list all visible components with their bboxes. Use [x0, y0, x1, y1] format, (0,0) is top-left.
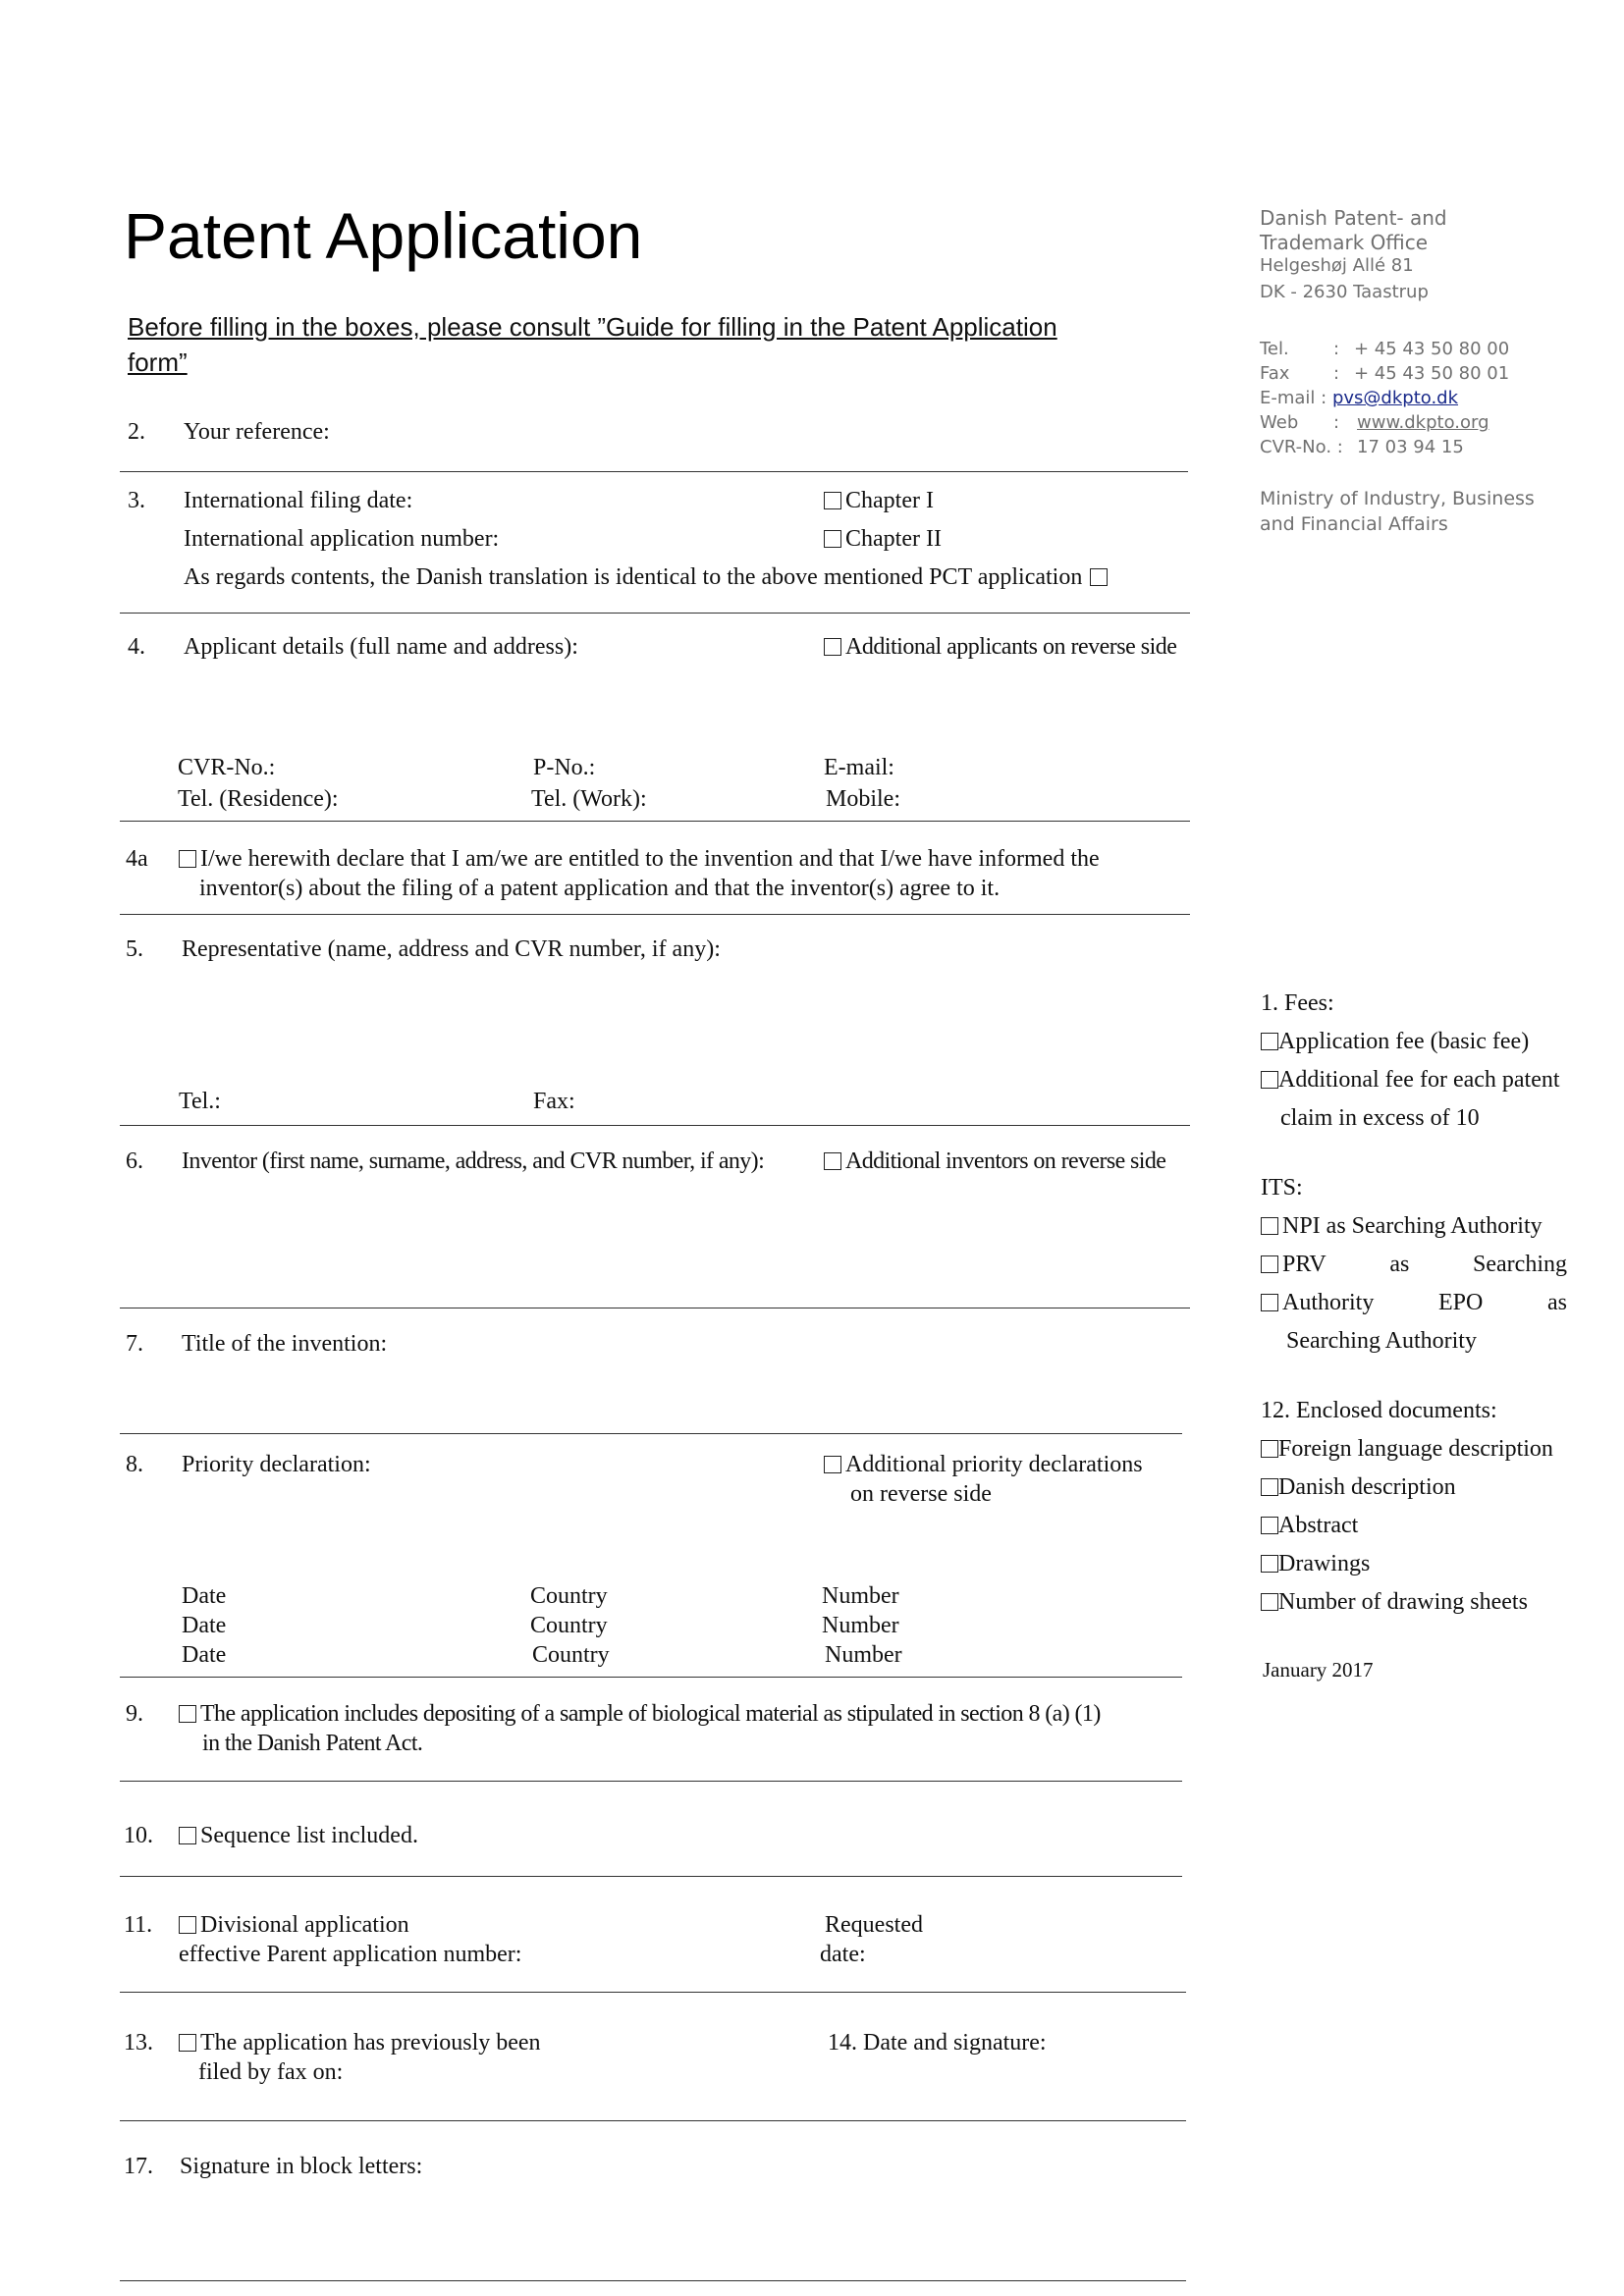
additional-inventors-checkbox[interactable]: [824, 1152, 841, 1170]
s13-number: 13.: [124, 2030, 153, 2056]
its-prv: [1261, 1250, 1567, 1279]
s17-label: Signature in block letters:: [180, 2154, 423, 2179]
s11-date: date:: [820, 1942, 866, 1967]
additional-inventors-label: Additional inventors on reverse side: [845, 1148, 1166, 1174]
ministry-line2: and Financial Affairs: [1260, 513, 1448, 535]
web-link[interactable]: www.dkpto.org: [1357, 412, 1489, 433]
biological-sample-text: The application includes depositing of a sample of biological material as stipulated in section 8 (a) (1): [200, 1701, 1101, 1727]
fax-value: + 45 43 50 80 01: [1354, 363, 1510, 384]
divisional-label: Divisional application: [200, 1912, 409, 1938]
divider: [120, 1125, 1190, 1126]
email-link[interactable]: pvs@dkpto.dk: [1331, 388, 1459, 408]
office-name-2: Trademark Office: [1260, 231, 1429, 254]
s9-line1: [179, 1699, 1101, 1729]
divider: [120, 2280, 1186, 2281]
chapter1-label: Chapter I: [845, 488, 934, 513]
declaration-text-1: I/we herewith declare that I am/we are entitled to the invention and that I/we have informed the: [200, 846, 1100, 872]
s2-label: Your reference:: [184, 419, 330, 445]
tel-label: Tel.: [1260, 339, 1289, 359]
prv-part-a: [1261, 1250, 1326, 1279]
priority-country-1: Country: [530, 1583, 608, 1609]
additional-priority-checkbox[interactable]: [824, 1456, 841, 1473]
npi-label: NPI as Searching Authority: [1282, 1213, 1543, 1239]
s3-chapter2: [824, 524, 942, 554]
office-address-1: Helgeshøj Allé 81: [1260, 255, 1414, 276]
epo-part-a: [1261, 1288, 1374, 1317]
tel-value: + 45 43 50 80 00: [1354, 339, 1510, 359]
s5-number: 5.: [126, 936, 143, 962]
s5-fax-label: Fax:: [533, 1089, 575, 1114]
priority-number-1: Number: [822, 1583, 899, 1609]
prv-label-a: PRV: [1282, 1252, 1326, 1277]
s3-number: 3.: [128, 488, 145, 513]
s4-label: Applicant details (full name and address):: [184, 634, 578, 660]
divider: [120, 1781, 1182, 1782]
s8-additional: [824, 1450, 1143, 1479]
s13-item: [179, 2028, 541, 2057]
email-label: [1260, 388, 1458, 408]
s4a-number: 4a: [126, 846, 148, 872]
additional-applicants-label: Additional applicants on reverse side: [845, 634, 1177, 660]
s6-additional: [824, 1147, 1165, 1176]
prv-label-b: as: [1389, 1252, 1410, 1277]
translation-label: As regards contents, the Danish translation is identical to the above mentioned PCT application: [184, 564, 1083, 590]
s9-number: 9.: [126, 1701, 143, 1727]
enclosed-item: [1261, 1511, 1358, 1540]
s10-item: [179, 1821, 418, 1850]
divider: [120, 1433, 1182, 1434]
prv-label-c: Searching: [1473, 1252, 1567, 1277]
chapter1-checkbox[interactable]: [824, 492, 841, 509]
fax-filed-label: The application has previously been: [200, 2030, 541, 2056]
email-label-text: E-mail :: [1260, 388, 1327, 408]
divider: [120, 1876, 1182, 1877]
enclosed-checkbox[interactable]: [1261, 1478, 1278, 1496]
tel-sep: :: [1333, 339, 1340, 359]
s5-tel-label: Tel.:: [179, 1089, 221, 1114]
s5-label: Representative (name, address and CVR number, if any):: [182, 936, 721, 962]
enclosed-checkbox[interactable]: [1261, 1440, 1278, 1458]
chapter2-label: Chapter II: [845, 526, 942, 552]
fees-add-fee-2: claim in excess of 10: [1280, 1105, 1480, 1131]
priority-date-2: Date: [182, 1613, 227, 1638]
enclosed-label: Foreign language description: [1278, 1436, 1553, 1462]
divider: [120, 1992, 1186, 1993]
enclosed-checkbox[interactable]: [1261, 1593, 1278, 1611]
cvr-value: 17 03 94 15: [1357, 437, 1464, 457]
epo-label-c: as: [1546, 1290, 1567, 1315]
s14-label: 14. Date and signature:: [828, 2030, 1047, 2056]
translation-checkbox[interactable]: [1090, 568, 1108, 586]
sequence-list-label: Sequence list included.: [200, 1823, 418, 1848]
epo-checkbox[interactable]: [1261, 1294, 1278, 1311]
additional-priority-label: Additional priority declarations: [845, 1452, 1143, 1477]
fees-add-fee: [1261, 1065, 1560, 1095]
divider: [120, 613, 1190, 614]
s6-number: 6.: [126, 1148, 143, 1174]
office-name-1: Danish Patent- and: [1260, 206, 1447, 230]
npi-checkbox[interactable]: [1261, 1217, 1278, 1235]
its-npi: [1261, 1211, 1543, 1241]
divider: [120, 1677, 1182, 1678]
divider: [120, 2120, 1186, 2121]
s9-line2: in the Danish Patent Act.: [202, 1731, 423, 1756]
s4-additional: [824, 632, 1176, 662]
s2-number: 2.: [128, 419, 145, 445]
s7-label: Title of the invention:: [182, 1331, 388, 1357]
email-field-label: E-mail:: [824, 755, 894, 780]
s11-parent-label: effective Parent application number:: [179, 1942, 522, 1967]
enclosed-item: [1261, 1472, 1456, 1502]
s6-label: Inventor (first name, surname, address, and CVR number, if any):: [182, 1148, 765, 1174]
s11-number: 11.: [124, 1912, 153, 1938]
enclosed-item: [1261, 1434, 1553, 1464]
s7-number: 7.: [126, 1331, 143, 1357]
fax-sep: :: [1333, 363, 1340, 384]
s4a-line2: inventor(s) about the filing of a patent application and that the inventor(s) agree to it.: [199, 876, 1001, 901]
tel-work-label: Tel. (Work):: [531, 786, 647, 812]
s11-item: [179, 1910, 409, 1940]
divider: [120, 914, 1190, 915]
tel-residence-label: Tel. (Residence):: [178, 786, 339, 812]
application-fee-checkbox[interactable]: [1261, 1033, 1278, 1050]
web-label: Web: [1260, 412, 1299, 433]
s3-translation: [184, 562, 1111, 592]
fees-app-fee: [1261, 1027, 1529, 1056]
its-epo: [1261, 1288, 1567, 1317]
page-title: Patent Application: [124, 199, 643, 272]
priority-date-1: Date: [182, 1583, 227, 1609]
application-fee-label: Application fee (basic fee): [1278, 1029, 1530, 1054]
guide-note-line1: Before filling in the boxes, please consult ”Guide for filling in the Patent Application: [128, 312, 1057, 342]
s3-chapter1: [824, 486, 934, 515]
its-title: ITS:: [1261, 1175, 1303, 1201]
enclosed-label: Drawings: [1278, 1551, 1371, 1576]
mobile-label: Mobile:: [826, 786, 900, 812]
office-address-2: DK - 2630 Taastrup: [1260, 282, 1429, 302]
enclosed-label: Number of drawing sheets: [1278, 1589, 1528, 1615]
priority-country-3: Country: [532, 1642, 610, 1668]
guide-note-line2: form”: [128, 347, 188, 377]
biological-sample-checkbox[interactable]: [179, 1705, 196, 1723]
cvr-label: CVR-No. :: [1260, 437, 1343, 457]
form-date: January 2017: [1263, 1658, 1374, 1682]
additional-fee-checkbox[interactable]: [1261, 1071, 1278, 1089]
s10-number: 10.: [124, 1823, 153, 1848]
sequence-list-checkbox[interactable]: [179, 1827, 196, 1844]
additional-applicants-checkbox[interactable]: [824, 638, 841, 656]
enclosed-title: 12. Enclosed documents:: [1261, 1398, 1497, 1423]
s8-additional-2: on reverse side: [850, 1481, 992, 1507]
priority-number-2: Number: [822, 1613, 899, 1638]
declaration-checkbox[interactable]: [179, 850, 196, 868]
enclosed-checkbox[interactable]: [1261, 1555, 1278, 1573]
epo-label-a: Authority: [1282, 1290, 1375, 1315]
s17-number: 17.: [124, 2154, 153, 2179]
s8-label: Priority declaration:: [182, 1452, 371, 1477]
its-epo-2: Searching Authority: [1286, 1328, 1477, 1354]
fees-title: 1. Fees:: [1261, 990, 1334, 1016]
enclosed-label: Danish description: [1278, 1474, 1456, 1500]
prv-checkbox[interactable]: [1261, 1255, 1278, 1273]
chapter2-checkbox[interactable]: [824, 530, 841, 548]
enclosed-label: Abstract: [1278, 1513, 1359, 1538]
enclosed-checkbox[interactable]: [1261, 1517, 1278, 1534]
ministry-line1: Ministry of Industry, Business: [1260, 488, 1535, 509]
s3-filing-date-label: International filing date:: [184, 488, 413, 513]
s4a-line1: [179, 844, 1100, 874]
enclosed-item: [1261, 1549, 1370, 1578]
s13-line2: filed by fax on:: [198, 2059, 344, 2085]
additional-fee-label: Additional fee for each patent: [1278, 1067, 1560, 1093]
s4-number: 4.: [128, 634, 145, 660]
divider: [120, 471, 1188, 472]
pno-field-label: P-No.:: [533, 755, 596, 780]
fax-filed-checkbox[interactable]: [179, 2034, 196, 2052]
cvr-field-label: CVR-No.:: [178, 755, 276, 780]
divider: [120, 821, 1190, 822]
web-sep: :: [1333, 412, 1340, 433]
priority-date-3: Date: [182, 1642, 227, 1668]
fax-label: Fax: [1260, 363, 1290, 384]
s3-app-number-label: International application number:: [184, 526, 500, 552]
enclosed-item: [1261, 1587, 1528, 1617]
s11-requested: Requested: [825, 1912, 923, 1938]
priority-number-3: Number: [825, 1642, 902, 1668]
epo-label-b: EPO: [1437, 1290, 1484, 1315]
s8-number: 8.: [126, 1452, 143, 1477]
priority-country-2: Country: [530, 1613, 608, 1638]
divisional-checkbox[interactable]: [179, 1916, 196, 1934]
